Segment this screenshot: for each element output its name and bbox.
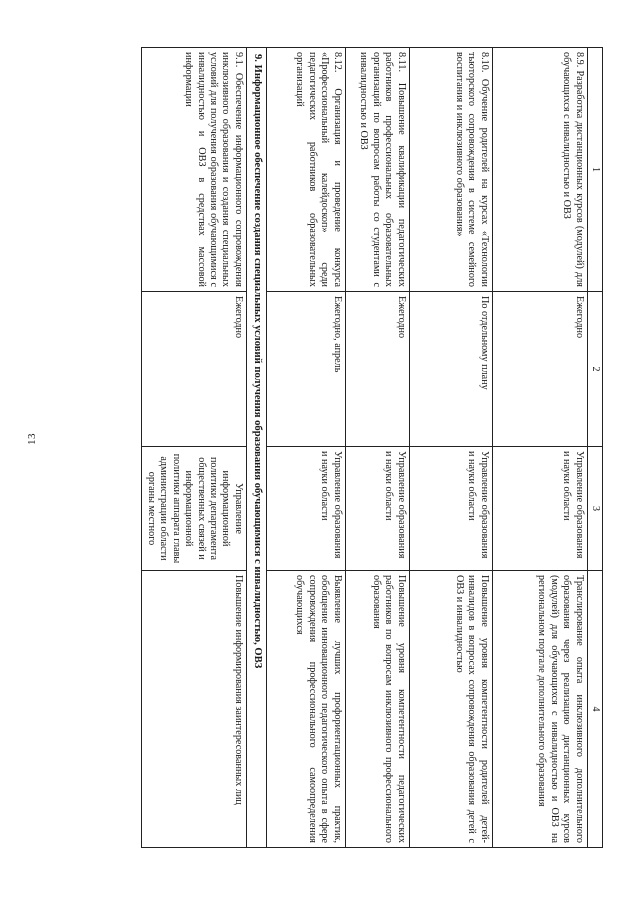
column-number-4: 4 <box>587 571 602 848</box>
table-row <box>142 48 247 848</box>
result-cell: Повышение уровня компетентности родителей детей-инвалидов в вопросах сопровождения образования детей с ОВЗ и инвалидностью <box>409 571 492 848</box>
activity-cell: 9.1. Обеспечение информационного сопровождения инклюзивного образования и создания специальных условий для получения образования обучающимися с инвалидностью и ОВЗ в средствах массовой информации <box>142 48 247 292</box>
result-cell: Транслирование опыта инклюзивного дополнительного образования через реализацию дистанционных курсов (модулей) для обучающихся с инвалидностью и ОВЗ на региональном портале дополнительного образования <box>492 571 587 848</box>
activity-cell: 8.10. Обучение родителей на курсах «Технологии тьюторского сопровождения в системе семейного воспитания и инклюзивного образования» <box>409 48 492 292</box>
table-row <box>345 48 409 848</box>
responsible-cell: Управление образования и науки области <box>266 447 345 571</box>
table-row <box>409 48 492 848</box>
column-number-row <box>587 48 602 848</box>
plan-table <box>141 47 603 848</box>
result-cell: Повышение уровня компетентности педагогических работников по вопросам инклюзивного профессионального образования <box>345 571 409 848</box>
activity-cell: 8.11. Повышение квалификации педагогических работников профессиональных образовательных организаций по вопросам работы со студентами с инвалидностью и ОВЗ <box>345 48 409 292</box>
table-row <box>266 48 345 848</box>
result-cell: Повышение информирования заинтересованных лиц <box>142 571 247 848</box>
column-number-3: 3 <box>587 447 602 571</box>
deadline-cell: Ежегодно, апрель <box>266 292 345 447</box>
responsible-cell: Управление образования и науки области <box>409 447 492 571</box>
responsible-cell: Управление образования и науки области <box>345 447 409 571</box>
deadline-cell: Ежегодно <box>492 292 587 447</box>
column-number-2: 2 <box>587 292 602 447</box>
deadline-cell: Ежегодно <box>142 292 247 447</box>
activity-cell: 8.9. Разработка дистанционных курсов (модулей) для обучающихся с инвалидностью и ОВЗ <box>492 48 587 292</box>
column-number-1: 1 <box>587 48 602 292</box>
activity-cell: 8.12. Организация и проведение конкурса «Профессиональный калейдоскоп» среди педагогических работников образовательных организаций <box>266 48 345 292</box>
table-row <box>492 48 587 848</box>
section-title: 9. Информационное обеспечение создания специальных условий получения образования обучающимися с инвалидностью, ОВЗ <box>246 48 266 848</box>
responsible-cell: Управление образования и науки области <box>492 447 587 571</box>
result-cell: Выявление лучших профориентационных практик, обобщение инновационного педагогического опыта в сфере сопровождения профессионального самоопределения обучающихся <box>266 571 345 848</box>
deadline-cell: По отдельному плану <box>409 292 492 447</box>
page-number: 13 <box>26 433 38 445</box>
deadline-cell: Ежегодно <box>345 292 409 447</box>
responsible-cell: Управление информационной политики департамента общественных связей и информационной политики аппарата главы администрации области органы местного <box>142 447 247 571</box>
section-row <box>246 48 266 848</box>
rotated-table-wrapper <box>49 47 603 847</box>
